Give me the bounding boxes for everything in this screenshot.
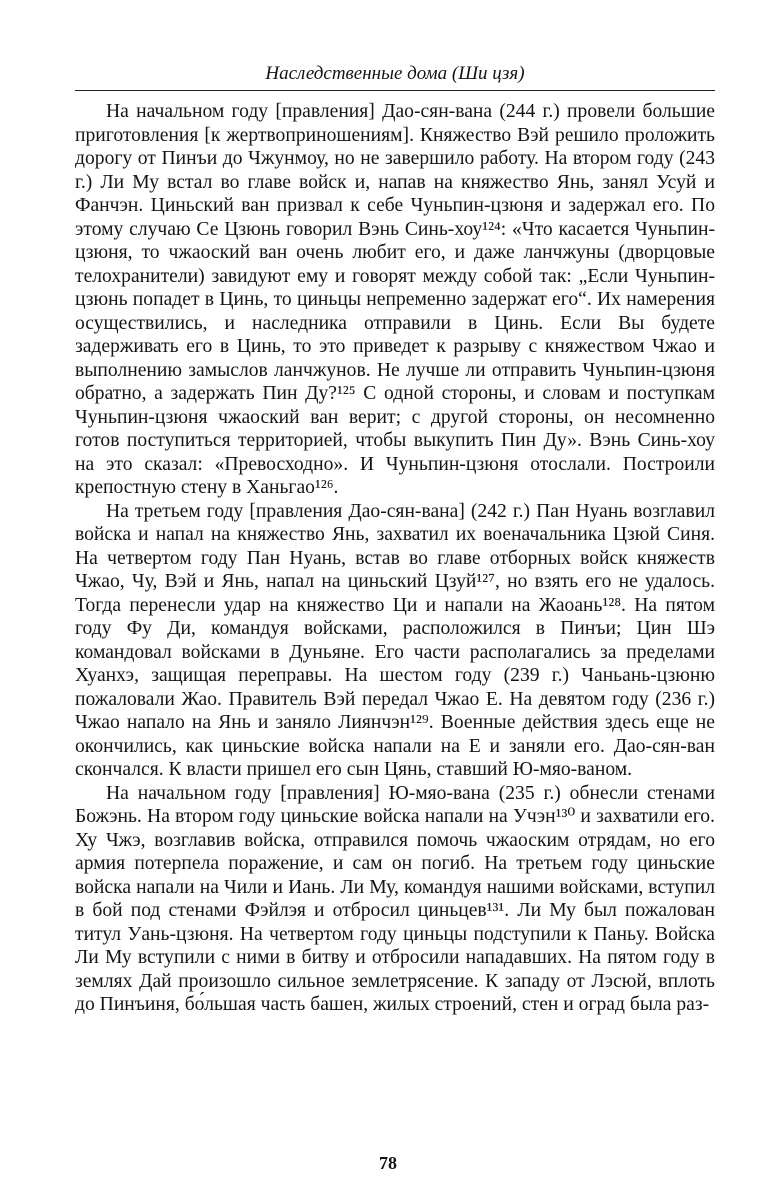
paragraph-2: На третьем году [правления Дао-сян-вана] (242 г.) Пан Нуань возглавил войска и напал на княжество Янь, захватил их военачальника Цзюй Синя. На четвертом году Пан Нуань, встав во главе отборных войск княжеств Чжао, Чу, Вэй и Янь, напал на циньский Цзуй¹²⁷, но взять его не удалось. Тогда перенесли удар на княжество Ци и напали на Жаоань¹²⁸. На пятом году Фу Ди, командуя войсками, расположился в Пинъи; Цин Шэ командовал войсками в Дуньяне. Его части располагались за пределами Хуанхэ, защищая переправы. На шестом году (239 г.) Чаньань-цзюню пожаловали Жао. Правитель Вэй передал Чжао Е. На девятом году (236 г.) Чжао напало на Янь и заняло Лиянчэн¹²⁹. Военные действия здесь еще не окончились, как циньские войска напали на Е и заняли его. Дао-сян-ван скончался. К власти пришел его сын Цянь, ставший Ю-мяо-ваном.	[75, 500, 715, 780]
paragraph-1: На начальном году [правления] Дао-сян-вана (244 г.) провели большие приготовления [к жертвоприношениям]. Княжество Вэй решило проложить дорогу от Пинъи до Чжунмоу, но не завершило работу. На втором году (243 г.) Ли Му встал во главе войск и, напав на княжество Янь, занял Усуй и Фанчэн. Циньский ван призвал к себе Чуньпин-цзюня и задержал его. По этому случаю Се Цзюнь говорил Вэнь Синь-хоу¹²⁴: «Что касается Чуньпин-цзюня, то чжаоский ван очень любит его, и даже ланчжуны (дворцовые телохранители) завидуют ему и говорят между собой так: „Если Чуньпин-цзюнь попадет в Цинь, то циньцы непременно задержат его“. Их намерения осуществились, и наследника отправили в Цинь. Если Вы будете задерживать его в Цинь, то это приведет к разрыву с княжеством Чжао и выполнению замыслов ланчжунов. Не лучше ли отправить Чуньпин-цзюня обратно, а задержать Пин Ду?¹²⁵ С одной стороны, и словам и поступкам Чуньпин-цзюня чжаоский ван верит; с другой стороны, он несомненно готов поступиться территорией, чтобы выкупить Пин Ду». Вэнь Синь-хоу на это сказал: «Превосходно». И Чуньпин-цзюня отослали. Построили крепостную стену в Ханьгао¹²⁶.	[75, 101, 715, 498]
running-header	[75, 60, 715, 91]
page-body	[75, 100, 715, 1017]
page-number: 78	[379, 1153, 397, 1173]
paragraph-3: На начальном году [правления] Ю-мяо-вана (235 г.) обнесли стенами Божэнь. На втором году циньские войска напали на Учэн¹³⁰ и захватили его. Ху Чжэ, возглавив войска, отправился помочь чжаоским отрядам, но его армия потерпела поражение, и сам он погиб. На третьем году циньские войска напали на Чили и Иань. Ли Му, командуя нашими войсками, вступил в бой под стенами Фэйлэя и отбросил циньцев¹³¹. Ли Му был пожалован титул Уань-цзюня. На четвертом году циньцы подступили к Паньу. Войска Ли Му вступили с ними в битву и отбросили нападавших. На пятом году в землях Дай произошло сильное землетрясение. К западу от Лэсюй, вплоть до Пинъиня, бо́льшая часть башен, жилых строений, стен и оград была раз-	[75, 782, 715, 1015]
running-header-title: Наследственные дома (Ши цзя)	[265, 63, 525, 84]
